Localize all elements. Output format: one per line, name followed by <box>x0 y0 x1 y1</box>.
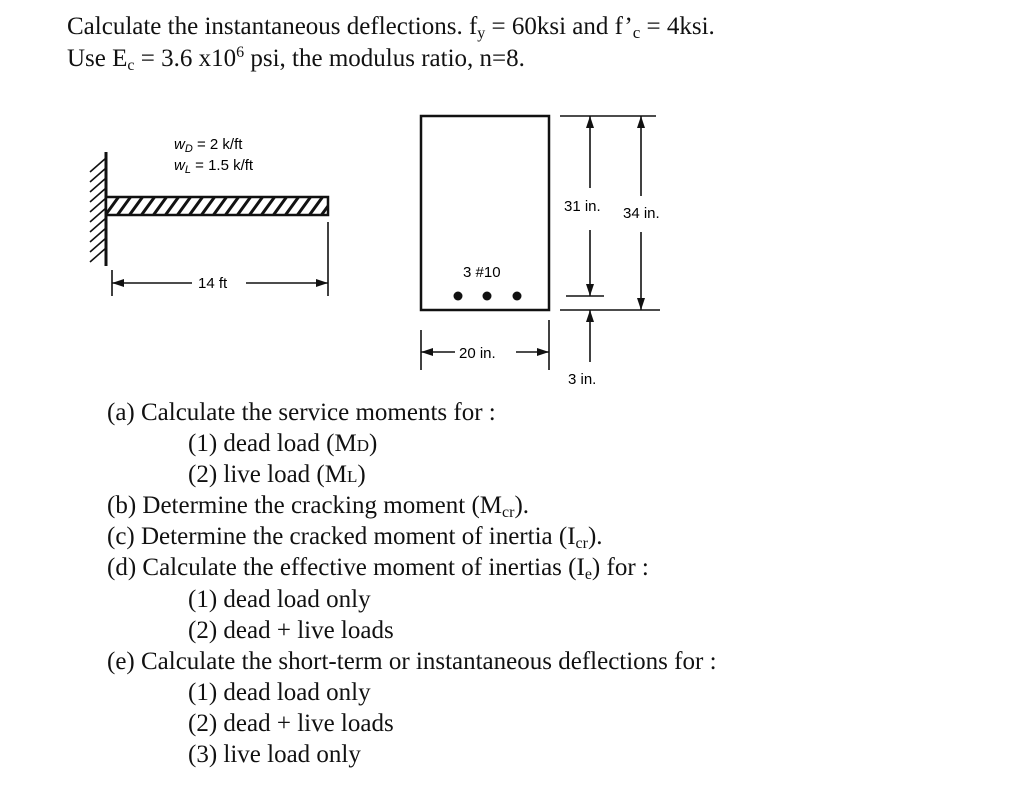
span-label: 14 ft <box>198 275 228 292</box>
question-a: (a) Calculate the service moments for : <box>107 399 496 426</box>
cover-label: 3 in. <box>568 371 597 388</box>
effective-depth-label: 31 in. <box>564 198 601 215</box>
rebar-bar-1 <box>454 292 463 301</box>
depth-dimensions <box>560 116 660 362</box>
rebar-bar-3 <box>513 292 522 301</box>
question-e2: (2) dead + live loads <box>188 710 394 737</box>
dead-load-label: $w_D = 2$ k/ft <box>174 136 243 155</box>
problem-statement-line-2: Use $E_c = 3.6$ $x10^6$ psi, the modulus ratio, n=8. <box>67 44 525 74</box>
rebar-label: 3 #10 <box>463 264 501 281</box>
question-a1: (1) dead load (MD) <box>188 430 378 457</box>
rebar-bar-2 <box>483 292 492 301</box>
question-e1: (1) dead load only <box>188 679 371 706</box>
question-d1: (1) dead load only <box>188 586 371 613</box>
live-load-label: $w_L = 1.5$ k/ft <box>174 157 254 176</box>
question-e3: (3) live load only <box>188 741 361 768</box>
question-a2: (2) live load (ML) <box>188 461 366 488</box>
beam <box>104 195 336 217</box>
width-label: 20 in. <box>459 345 496 362</box>
question-d: (d) Calculate the effective moment of inertias $(I_e)$ for : <box>107 554 649 583</box>
question-e: (e) Calculate the short-term or instantaneous deflections for : <box>107 648 717 675</box>
question-d2: (2) dead + live loads <box>188 617 394 644</box>
problem-statement-line-1: Calculate the instantaneous deflections. $f_y = 60ksi$ and $f’_c = 4ksi$. <box>67 13 715 42</box>
total-depth-label: 34 in. <box>623 205 660 222</box>
fixed-support-wall <box>90 152 106 266</box>
question-c: (c) Determine the cracked moment of inertia $(I_{cr})$. <box>107 523 603 552</box>
question-b: (b) Determine the cracking moment $(M_{cr})$. <box>107 492 530 521</box>
